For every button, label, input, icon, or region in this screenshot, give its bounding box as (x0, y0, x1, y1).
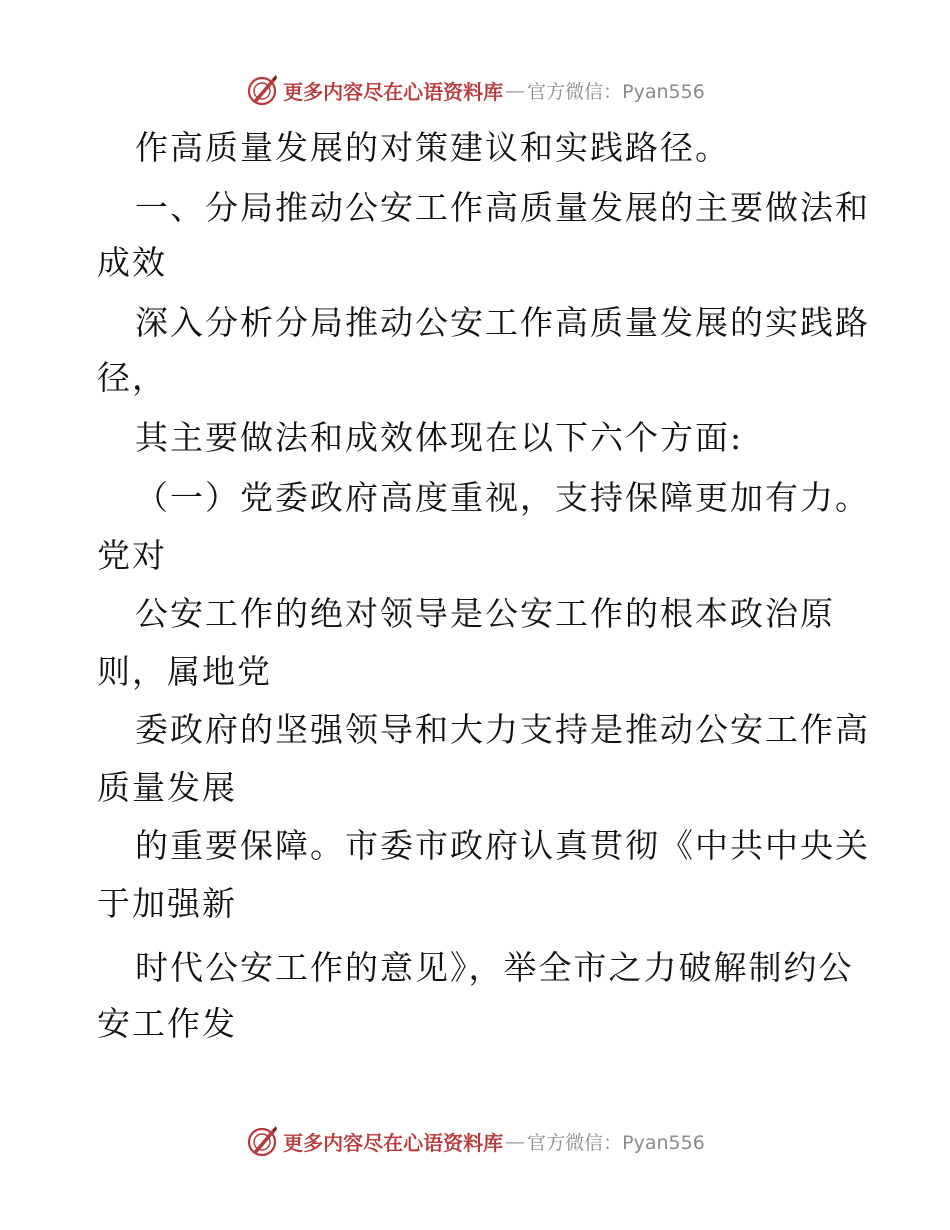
footer-watermark (0, 1121, 950, 1161)
body-line: 作高质量发展的对策建议和实践路径。 (135, 128, 730, 167)
body-line: （一）党委政府高度重视，支持保障更加有力。 (135, 478, 870, 517)
body-line: 公安工作的绝对领导是公安工作的根本政治原 (135, 594, 835, 633)
header-watermark (0, 70, 950, 110)
body-line: 成效 (97, 243, 167, 282)
body-line: 委政府的坚强领导和大力支持是推动公安工作高 (135, 710, 870, 749)
body-line: 安工作发 (97, 1004, 237, 1043)
watermark-main-text: 更多内容尽在心语资料库 (283, 79, 504, 104)
body-line: 的重要保障。市委市政府认真贯彻《中共中央关 (135, 826, 870, 865)
body-line: 深入分析分局推动公安工作高质量发展的实践路 (135, 303, 870, 342)
watermark-wechat-text: 官方微信：Pyan556 (527, 80, 705, 103)
watermark-wechat-text: 官方微信：Pyan556 (527, 1131, 705, 1154)
quill-pen-seal-icon (245, 1124, 279, 1158)
body-line: 于加强新 (97, 884, 237, 923)
watermark-dash: — (505, 1129, 526, 1153)
body-line: 则，属地党 (97, 652, 272, 691)
watermark-dash: — (505, 78, 526, 102)
body-line: 径， (97, 358, 167, 397)
body-line: 质量发展 (97, 768, 237, 807)
body-line: 党对 (97, 536, 167, 575)
body-line: 时代公安工作的意见》，举全市之力破解制约公 (135, 948, 854, 987)
body-line: 其主要做法和成效体现在以下六个方面: (135, 418, 744, 457)
watermark-main-text: 更多内容尽在心语资料库 (283, 1130, 504, 1155)
body-line: 一、分局推动公安工作高质量发展的主要做法和 (135, 188, 870, 227)
quill-pen-seal-icon (245, 73, 279, 107)
